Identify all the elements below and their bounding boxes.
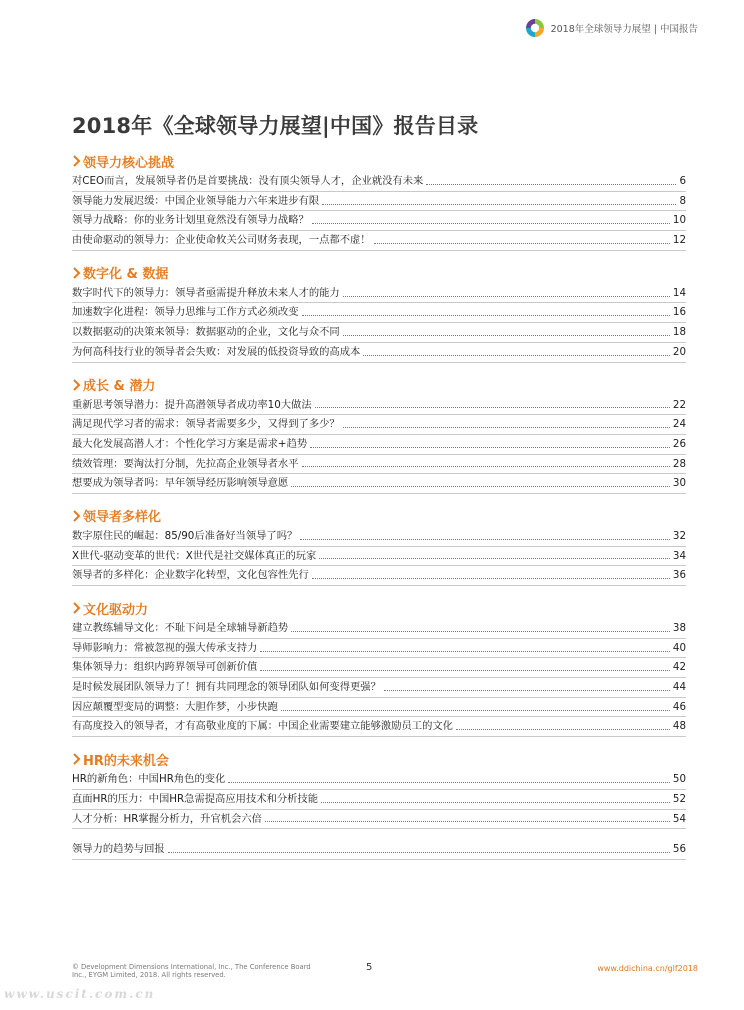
- entry-title: 由使命驱动的领导力：企业使命攸关公司财务表现，一点都不虚！: [72, 234, 371, 247]
- entry-page-number: 8: [679, 194, 686, 207]
- page-header: [525, 16, 698, 40]
- toc-entry[interactable]: [72, 415, 686, 435]
- toc-section: [72, 597, 686, 737]
- entry-title: 加速数字化进程：领导力思维与工作方式必须改变: [72, 306, 299, 319]
- toc-entry[interactable]: [72, 790, 686, 810]
- toc-entry[interactable]: [72, 639, 686, 659]
- toc-entry[interactable]: [72, 211, 686, 231]
- chevron-right-icon: [72, 602, 81, 614]
- watermark: www.uscit.com.cn: [4, 987, 156, 1001]
- entry-title: 最大化发展高潜人才：个性化学习方案是需求+趋势: [72, 437, 308, 450]
- toc-entry[interactable]: [72, 770, 686, 790]
- toc-section: [72, 505, 686, 586]
- toc-entry[interactable]: [72, 284, 686, 304]
- entry-page-number: 12: [672, 234, 686, 247]
- entry-title: 有高度投入的领导者，才有高敬业度的下属：中国企业需要建立能够激励员工的文化: [72, 720, 453, 733]
- toc-entry[interactable]: [72, 303, 686, 323]
- dot-leader: [343, 421, 670, 428]
- section-heading: [72, 505, 686, 527]
- entry-page-number: 34: [672, 549, 686, 562]
- dot-leader: [260, 645, 670, 652]
- entry-title: 领导能力发展迟缓：中国企业领导能力六年来进步有限: [72, 194, 320, 207]
- dot-leader: [291, 480, 670, 487]
- toc-entry[interactable]: [72, 435, 686, 455]
- entry-title: 数字原住民的崛起：85/90后准备好当领导了吗？: [72, 529, 298, 542]
- entry-page-number: 16: [672, 306, 686, 319]
- chevron-right-icon: [72, 379, 81, 391]
- dot-leader: [343, 329, 670, 336]
- entry-title: 是时候发展团队领导力了！拥有共同理念的领导团队如何变得更强？: [72, 681, 381, 694]
- toc-entry[interactable]: [72, 396, 686, 416]
- entry-title: 建立教练辅导文化：不耻下问是全球辅导新趋势: [72, 622, 289, 634]
- dot-leader: [302, 309, 670, 316]
- section-heading: [72, 374, 686, 396]
- dot-leader: [456, 723, 670, 730]
- section-heading: [72, 262, 686, 284]
- entry-page-number: 36: [672, 569, 686, 582]
- entry-title: 集体领导力：组织内跨界领导可创新价值: [72, 661, 258, 674]
- dot-leader: [321, 796, 670, 803]
- entry-page-number: 40: [672, 641, 686, 654]
- page-title: 2018年《全球领导力展望|中国》报告目录: [72, 114, 479, 138]
- entry-page-number: 56: [672, 843, 686, 856]
- entry-page-number: 22: [672, 398, 686, 411]
- dot-leader: [374, 237, 670, 244]
- dot-leader: [302, 460, 670, 467]
- toc-entry[interactable]: [72, 566, 686, 586]
- entry-title: 人才分析：HR掌握分析力，升官机会六倍: [72, 812, 262, 825]
- entry-page-number: 32: [672, 529, 686, 542]
- entry-title: 满足现代学习者的需求：领导者需要多少，又得到了多少？: [72, 418, 340, 431]
- dot-leader: [265, 815, 670, 822]
- dot-leader: [319, 552, 670, 559]
- toc-entry[interactable]: [72, 474, 686, 494]
- dot-leader: [343, 290, 670, 297]
- dot-leader: [384, 684, 670, 691]
- section-heading: [72, 748, 686, 770]
- entry-title: 绩效管理：要淘汰打分制，先拉高企业领导者水平: [72, 457, 299, 470]
- toc-section: [72, 374, 686, 494]
- chevron-right-icon: [72, 267, 81, 279]
- entry-title: 直面HR的压力：中国HR急需提高应用技术和分析技能: [72, 792, 319, 805]
- table-of-contents: [72, 150, 686, 860]
- entry-page-number: 42: [672, 661, 686, 674]
- dot-leader: [281, 704, 670, 711]
- entry-page-number: 38: [672, 622, 686, 634]
- dot-leader: [426, 178, 676, 185]
- section-title: HR的未来机会: [83, 753, 169, 769]
- entry-page-number: 46: [672, 700, 686, 713]
- entry-title: 导师影响力：常被忽视的强大传承支持力: [72, 641, 258, 654]
- entry-page-number: 14: [672, 286, 686, 299]
- entry-title: X世代-驱动变革的世代：X世代是社交媒体真正的玩家: [72, 549, 317, 562]
- entry-title: 重新思考领导潜力：提升高潜领导者成功率10大做法: [72, 398, 312, 411]
- dot-leader: [291, 625, 670, 632]
- section-title: 领导者多样化: [83, 510, 162, 526]
- footer-url-link[interactable]: www.ddichina.cn/glf2018: [597, 964, 698, 973]
- toc-entry[interactable]: [72, 619, 686, 639]
- toc-entry[interactable]: [72, 343, 686, 363]
- entry-page-number: 18: [672, 326, 686, 339]
- dot-leader: [300, 533, 670, 540]
- entry-title: 想要成为领导者吗：早年领导经历影响领导意愿: [72, 477, 289, 490]
- toc-section: [72, 262, 686, 363]
- entry-title: 领导力的趋势与回报: [72, 843, 165, 856]
- entry-page-number: 54: [672, 812, 686, 825]
- toc-entry[interactable]: [72, 527, 686, 547]
- dot-leader: [168, 846, 670, 853]
- entry-page-number: 20: [672, 345, 686, 358]
- dot-leader: [315, 401, 670, 408]
- toc-entry[interactable]: [72, 192, 686, 212]
- chevron-right-icon: [72, 155, 81, 167]
- section-heading: [72, 597, 686, 619]
- entry-page-number: 24: [672, 418, 686, 431]
- dot-leader: [310, 441, 670, 448]
- section-title: 领导力核心挑战: [83, 155, 175, 171]
- toc-entry[interactable]: [72, 678, 686, 698]
- header-text: 2018年全球领导力展望 | 中国报告: [550, 24, 698, 35]
- dot-leader: [228, 776, 670, 783]
- toc-entry-closing[interactable]: [72, 840, 686, 860]
- toc-entry[interactable]: [72, 717, 686, 737]
- glf-logo-icon: [525, 18, 545, 38]
- chevron-right-icon: [72, 510, 81, 522]
- toc-entry[interactable]: [72, 698, 686, 718]
- toc-entry[interactable]: [72, 810, 686, 830]
- entry-page-number: 52: [672, 792, 686, 805]
- entry-page-number: 28: [672, 457, 686, 470]
- entry-page-number: 10: [672, 214, 686, 227]
- toc-entry[interactable]: [72, 323, 686, 343]
- entry-page-number: 6: [679, 175, 686, 187]
- dot-leader: [260, 664, 670, 671]
- entry-title: 领导者的多样化：企业数字化转型，文化包容性先行: [72, 569, 309, 582]
- section-title: 文化驱动力: [83, 602, 149, 618]
- dot-leader: [363, 349, 670, 356]
- entry-page-number: 30: [672, 477, 686, 490]
- toc-entry[interactable]: [72, 658, 686, 678]
- entry-title: 因应颠覆型变局的调整：大胆作梦，小步快跑: [72, 700, 278, 713]
- entry-page-number: 50: [672, 773, 686, 786]
- entry-title: HR的新角色：中国HR角色的变化: [72, 773, 226, 786]
- entry-title: 数字时代下的领导力：领导者亟需提升释放未来人才的能力: [72, 286, 340, 299]
- entry-page-number: 26: [672, 437, 686, 450]
- section-title: 成长 & 潜力: [83, 379, 156, 394]
- toc-section: [72, 748, 686, 829]
- dot-leader: [322, 198, 676, 205]
- toc-section: [72, 150, 686, 251]
- section-title: 数字化 & 数据: [83, 267, 169, 283]
- dot-leader: [312, 572, 670, 579]
- entry-title: 领导力战略：你的业务计划里竟然没有领导力战略？: [72, 214, 309, 227]
- toc-entry[interactable]: [72, 455, 686, 475]
- entry-title: 为何高科技行业的领导者会失败：对发展的低投资导致的高成本: [72, 345, 361, 358]
- chevron-right-icon: [72, 753, 81, 765]
- entry-page-number: 48: [672, 720, 686, 733]
- page-number: 5: [366, 962, 373, 973]
- entry-page-number: 44: [672, 681, 686, 694]
- dot-leader: [312, 217, 670, 224]
- copyright-notice: © Development Dimensions International, Inc., The Conference Board Inc., EYGM Limited, 2018. All rights reserved.: [72, 963, 311, 979]
- entry-title: 对CEO而言，发展领导者仍是首要挑战：没有顶尖领导人才，企业就没有未来: [72, 175, 424, 187]
- entry-title: 以数据驱动的决策来领导：数据驱动的企业，文化与众不同: [72, 326, 340, 339]
- toc-entry[interactable]: [72, 172, 686, 192]
- toc-entry[interactable]: [72, 547, 686, 567]
- toc-entry[interactable]: [72, 231, 686, 251]
- section-heading: [72, 150, 686, 172]
